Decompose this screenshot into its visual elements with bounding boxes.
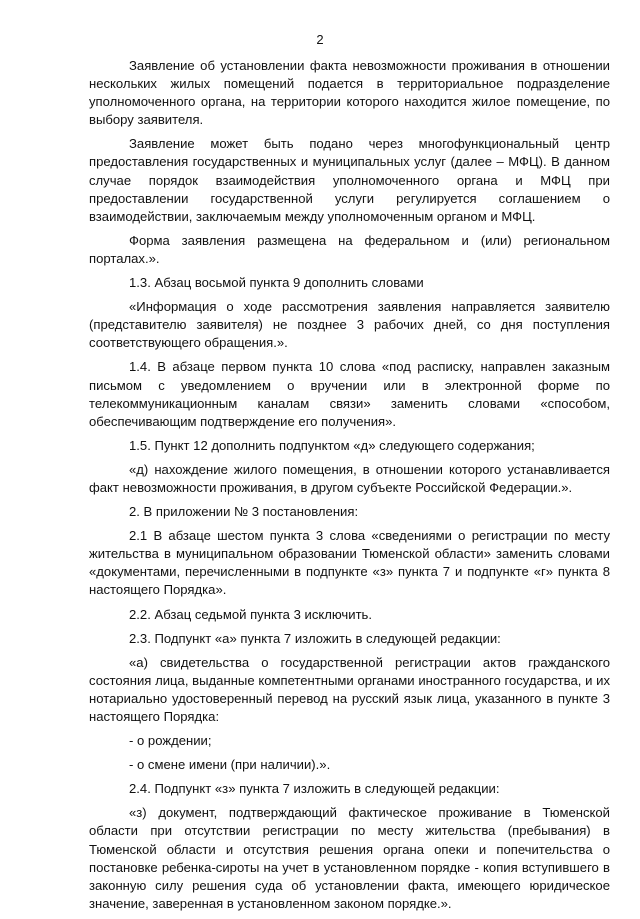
page-number: 2 — [316, 32, 324, 47]
paragraph: 2. В приложении № 3 постановления: — [129, 504, 359, 520]
paragraph: 2.4. Подпункт «з» пункта 7 изложить в следующей редакции: — [129, 781, 500, 797]
paragraph: 2.3. Подпункт «а» пункта 7 изложить в следующей редакции: — [129, 630, 501, 646]
paragraph: «Информация о ходе рассмотрения заявления направляется заявителю (представителю заявителя) не позднее 3 рабочих дней, со дня поступления соответствующего обращения.». — [89, 299, 610, 351]
paragraph: 1.4. В абзаце первом пункта 10 слова «под расписку, направлен заказным письмом с уведомлением о вручении или в электронной форме по телекоммуникационным каналам связи» заменить словами «способом, обеспечивающим подтверждение его получения». — [89, 359, 610, 429]
paragraph: Форма заявления размещена на федеральном и (или) региональном порталах.». — [89, 232, 610, 266]
paragraph: Заявление может быть подано через многофункциональный центр предоставления государственных и муниципальных услуг (далее – МФЦ). В данном случае порядок взаимодействия уполномоченного органа и МФЦ при предоставлении государственной услуги регулируется соглашением о взаимодействии, заключаемым между уполномоченным органом и МФЦ. — [89, 136, 610, 224]
paragraph: 2.2. Абзац седьмой пункта 3 исключить. — [129, 606, 373, 622]
paragraph: - о смене имени (при наличии).». — [129, 757, 331, 773]
document-body — [89, 57, 610, 919]
paragraph: Заявление об установлении факта невозможности проживания в отношении нескольких жилых помещений подается в территориальное подразделение уполномоченного органа, на территории которого находится жилое помещение, по выбору заявителя. — [89, 58, 610, 128]
paragraph: 1.3. Абзац восьмой пункта 9 дополнить словами — [129, 275, 424, 291]
paragraph: «д) нахождение жилого помещения, в отношении которого устанавливается факт невозможности проживания, в другом субъекте Российской Федерации.». — [89, 461, 610, 495]
paragraph: - о рождении; — [129, 733, 212, 749]
paragraph: «з) документ, подтверждающий фактическое проживание в Тюменской области при отсутствии регистрации по месту жительства (пребывания) в Тюменской области и отсутствия решения органа опеки и попечительства о постановке ребенка-сироты на учет в установленном порядке - копия вступившего в законную силу решения суда об установлении факта, имеющего юридическое значение, заверенная в установленном законом порядке.». — [89, 805, 610, 911]
paragraph: 1.5. Пункт 12 дополнить подпунктом «д» следующего содержания; — [129, 437, 535, 453]
paragraph: 2.1 В абзаце шестом пункта 3 слова «сведениями о регистрации по месту жительства в муниципальном образовании Тюменской области» заменить словами «документами, перечисленными в подпункте «з» пункта 7 и подпункте «г» пункта 8 настоящего Порядка». — [89, 528, 610, 598]
paragraph: «а) свидетельства о государственной регистрации актов гражданского состояния лица, выданные компетентными органами иностранного государства, и их нотариально удостоверенный перевод на русский язык лица, указанного в пункте 3 настоящего Порядка: — [89, 654, 610, 724]
